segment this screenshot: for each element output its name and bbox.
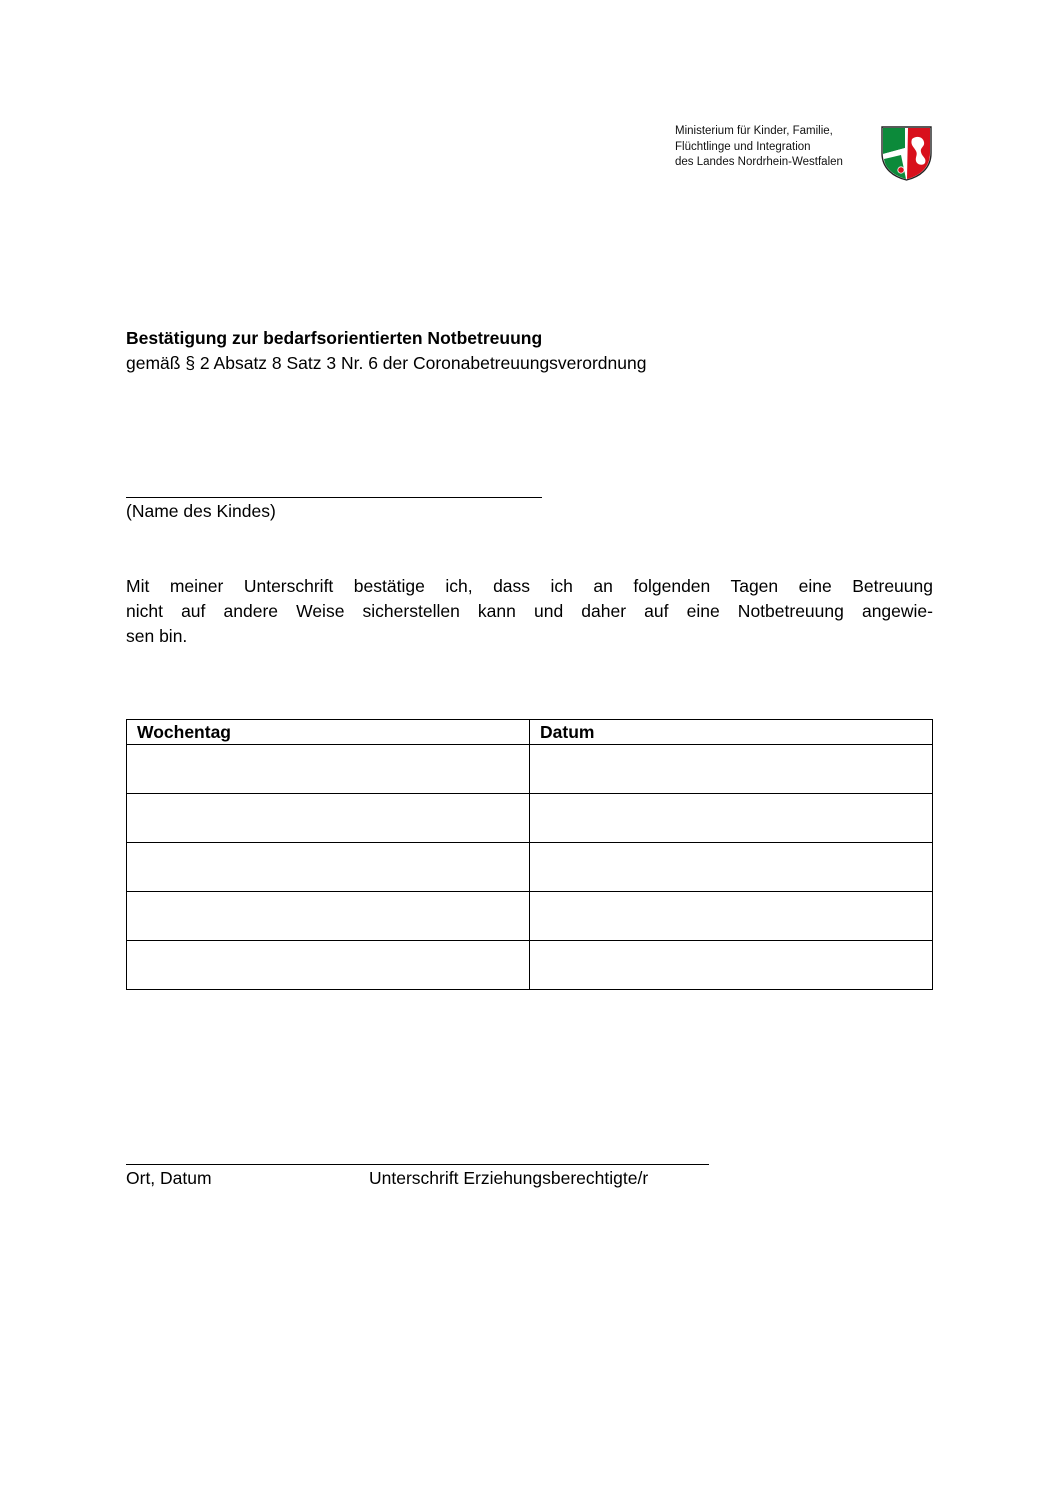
table-row <box>127 745 933 794</box>
child-name-field[interactable] <box>126 497 542 498</box>
table-row <box>127 843 933 892</box>
weekday-cell[interactable] <box>127 892 530 941</box>
nrw-coat-of-arms-icon <box>879 125 934 181</box>
weekday-cell[interactable] <box>127 745 530 794</box>
document-subtitle: gemäß § 2 Absatz 8 Satz 3 Nr. 6 der Coronabetreuungsverordnung <box>126 353 647 373</box>
place-date-label: Ort, Datum <box>126 1168 212 1188</box>
date-cell[interactable] <box>530 745 933 794</box>
date-cell[interactable] <box>530 794 933 843</box>
paragraph-line: nicht auf andere Weise sicherstellen kann und daher auf eine Notbetreuung angewie- <box>126 601 933 621</box>
paragraph-line: sen bin. <box>126 626 188 646</box>
child-name-label: (Name des Kindes) <box>126 501 276 521</box>
weekday-cell[interactable] <box>127 941 530 990</box>
weekday-cell[interactable] <box>127 794 530 843</box>
table-row <box>127 892 933 941</box>
column-header-date: Datum <box>530 720 933 745</box>
paragraph-line: Mit meiner Unterschrift bestätige ich, dass ich an folgenden Tagen eine Betreuung <box>126 576 933 596</box>
date-cell[interactable] <box>530 892 933 941</box>
ministry-line: Flüchtlinge und Integration <box>675 140 811 153</box>
confirmation-paragraph <box>126 574 933 649</box>
signature-field[interactable] <box>126 1164 709 1165</box>
ministry-line: des Landes Nordrhein-Westfalen <box>675 156 843 168</box>
column-header-weekday: Wochentag <box>127 720 530 745</box>
weekday-cell[interactable] <box>127 843 530 892</box>
document-title: Bestätigung zur bedarfsorientierten Notbetreuung <box>126 328 543 348</box>
ministry-name <box>675 124 843 171</box>
date-cell[interactable] <box>530 941 933 990</box>
table-row <box>127 941 933 990</box>
ministry-line: Ministerium für Kinder, Familie, <box>675 125 833 137</box>
table-header-row <box>127 720 933 745</box>
date-cell[interactable] <box>530 843 933 892</box>
days-table <box>126 719 933 990</box>
guardian-signature-label: Unterschrift Erziehungsberechtigte/r <box>369 1168 649 1188</box>
table-row <box>127 794 933 843</box>
